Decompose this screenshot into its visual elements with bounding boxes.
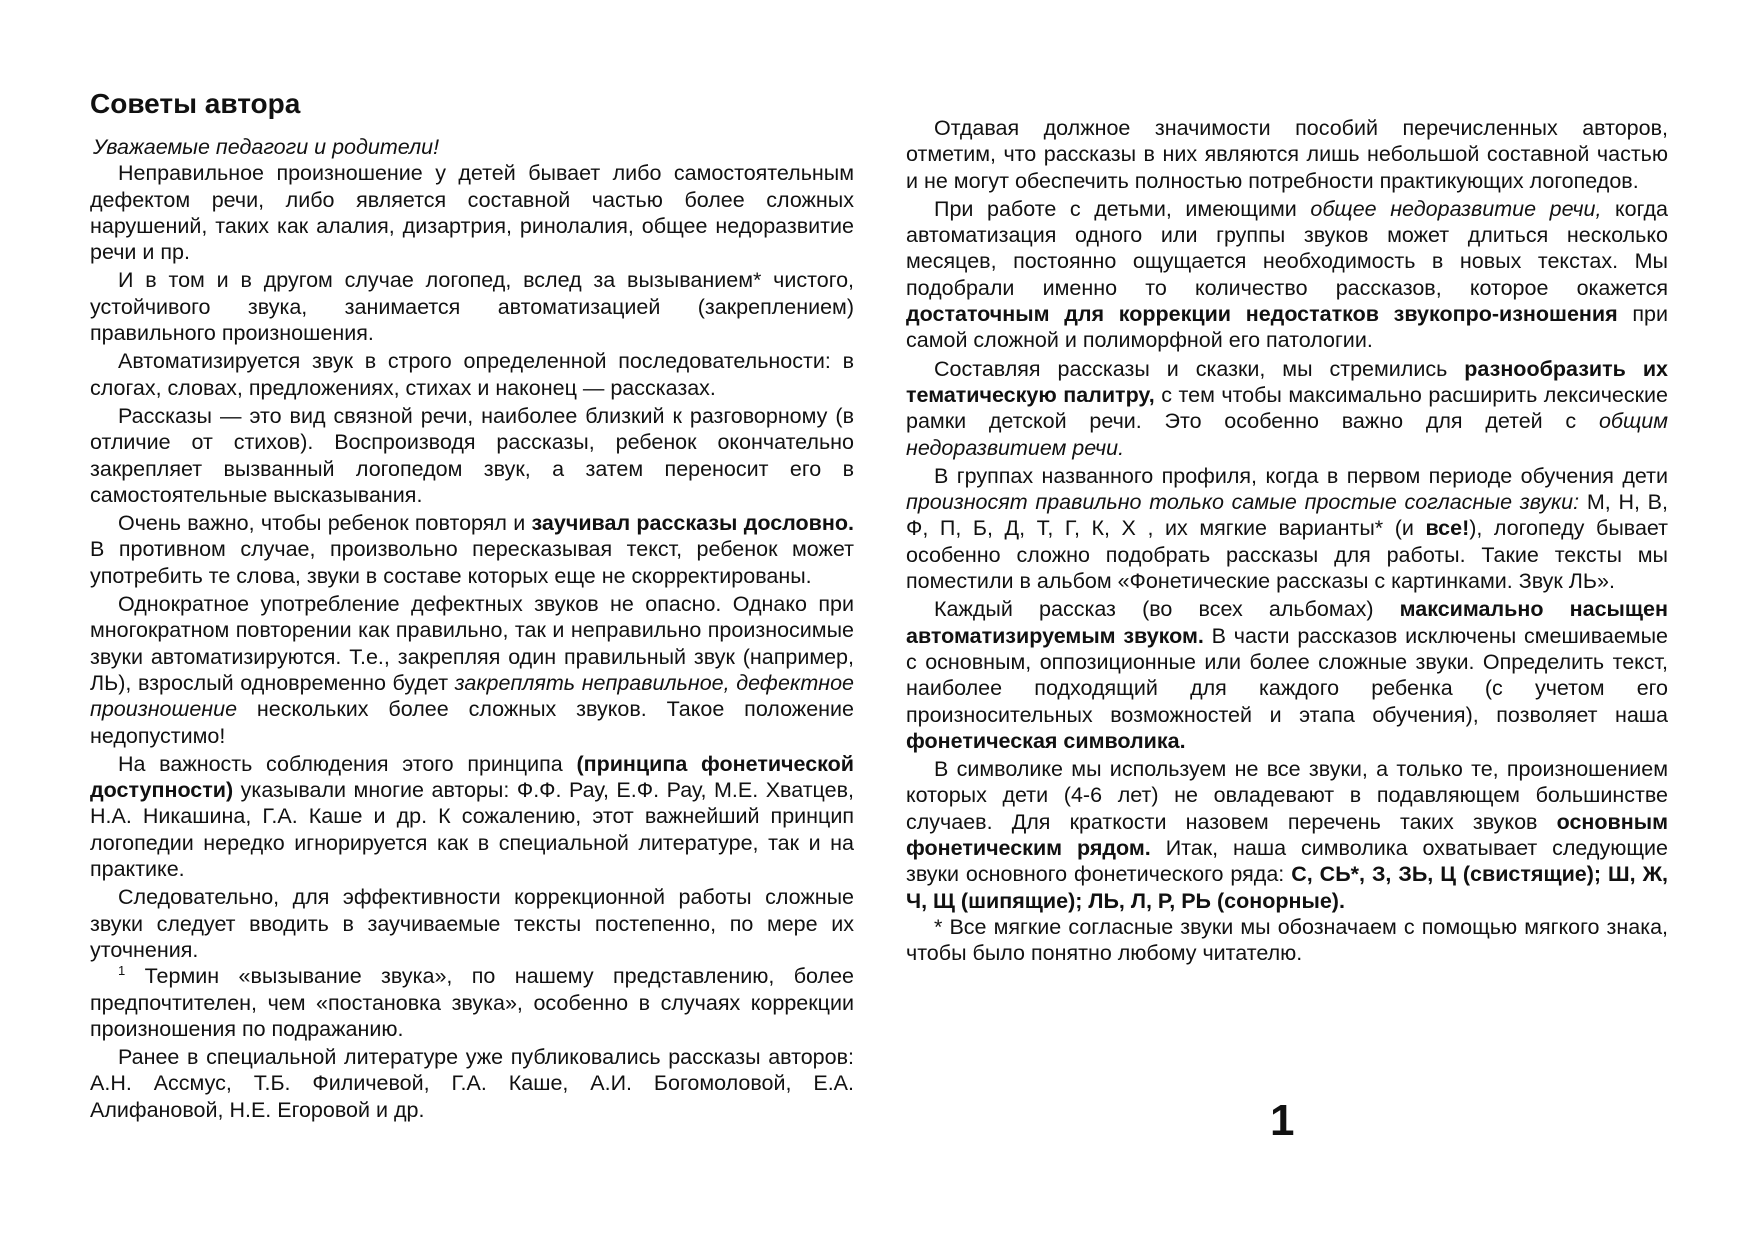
text: На важность соблюдения этого принципа [118, 751, 577, 776]
paragraph: Неправильное произношение у детей бывает либо самостоятельным дефектом речи, либо является составной частью более сложных нарушений, таких как алалия, дизартрия, ринолалия, общее недоразвитие речи и пр. [90, 161, 854, 265]
italic-text: закреплять неправильное, дефектное произношение [90, 670, 855, 722]
text: В противном случае, произвольно пересказывая текст, ребенок может употребить те слова, звуки в составе которых еще не скорректированы. [90, 537, 854, 588]
left-column [90, 134, 854, 1123]
bold-text: разнообразить их тематическую палитру, [906, 356, 1668, 407]
text: когда автоматизация одного или группы звуков может длиться несколько месяцев, постоянно ощущается необходимость в новых текстах. Мы подобрали именно то количество рассказов, которое окажется [906, 196, 1668, 300]
text: при самой сложной и полиморфной его патологии. [906, 302, 1668, 353]
bold-text: достаточным для коррекции недостатков звукопро-изношения [906, 302, 1618, 327]
text: Каждый рассказ (во всех альбомах) [934, 597, 1400, 622]
bold-text: максимально насыщен автоматизируемым звуком. [906, 597, 1668, 648]
bold-text: все! [1425, 516, 1470, 541]
page-title: Советы автора [90, 88, 301, 119]
right-column [906, 115, 1668, 967]
paragraph [90, 591, 854, 749]
text: Однократное употребление дефектных звуков не опасно. Однако при многократном повторении как правильно, так и неправильно произносимые звуки автоматизируются. Т.е., закрепляя один правильный звук (например, ЛЬ), взрослый одновременно будет [90, 592, 854, 695]
bold-text: (принципа фонетической доступности) [90, 751, 855, 803]
paragraph: Следовательно, для эффективности коррекционной работы сложные звуки следует вводить в заучиваемые тексты постепенно, по мере их уточнения. [90, 885, 854, 962]
footnote-mark: 1 [118, 963, 126, 979]
text: В части рассказов исключены смешиваемые с основным, оппозиционные или более сложные звуки. Определить текст, наиболее подходящий для каждого ребенка (с учетом его произносительных возможностей и этапа обучения), позволяет наша [906, 623, 1668, 727]
page-number: 1 [1270, 1096, 1295, 1145]
paragraph [906, 463, 1668, 594]
italic-text: произносят правильно только самые простые согласные звуки: [906, 490, 1580, 515]
paragraph [90, 751, 854, 882]
bold-text: основным фонетическим рядом. [906, 809, 1668, 861]
paragraph: Автоматизируется звук в строго определенной последовательности: в слогах, словах, предложениях, стихах и наконец — рассказах. [90, 349, 854, 400]
paragraph [906, 196, 1668, 354]
text: указывали многие авторы: Ф.Ф. Рау, Е.Ф. Рау, М.Е. Хватцев, Н.А. Никашина, Г.А. Каше и др. К сожалению, этот важнейший принцип логопедии нередко игнорируется как в специальной литературе, так и на практике. [90, 778, 854, 882]
footnote-text: Термин «вызывание звука», по нашему представлению, более предпочтителен, чем «постановка звука», особенно в случаях коррекции произношения по подражанию. [90, 964, 854, 1041]
text: В группах названного профиля, когда в первом периоде обучения дети [934, 463, 1668, 488]
paragraph [90, 510, 854, 589]
bold-text: С, СЬ*, З, ЗЬ, Ц (свистящие); Ш, Ж, Ч, Щ (шипящие); ЛЬ, Л, Р, РЬ (сонорные). [906, 862, 1668, 913]
text: М, Н, В, Ф, П, Б, Д, Т, Г, К, Х , их мягкие варианты* (и [906, 490, 1668, 541]
greeting: Уважаемые педагоги и родители! [93, 135, 440, 159]
text: нескольких более сложных звуков. Такое положение недопустимо! [90, 697, 854, 748]
footnote: * Все мягкие согласные звуки мы обозначаем с помощью мягкого знака, чтобы было понятно любому читателю. [906, 914, 1668, 966]
paragraph: Рассказы — это вид связной речи, наиболее близкий к разговорному (в отличие от стихов). Воспроизводя рассказы, ребенок окончательно закрепляет вызванный логопедом звук, а затем переносит его в самостоятельные высказывания. [90, 403, 854, 507]
paragraph [906, 356, 1668, 461]
text: При работе с детьми, имеющими [934, 196, 1311, 221]
paragraph [906, 756, 1668, 914]
paragraph: Ранее в специальной литературе уже публиковались рассказы авторов: А.Н. Ассмус, Т.Б. Филичевой, Г.А. Каше, А.И. Богомоловой, Е.А. Алифановой, Н.Е. Егоровой и др. [90, 1045, 854, 1122]
footnote [90, 963, 854, 1042]
text: Итак, наша символика охватывает следующие звуки основного фонетического ряда: [906, 836, 1668, 887]
italic-text: общее недоразвитие речи, [1310, 196, 1602, 221]
text: с тем чтобы максимально расширить лексические рамки детской речи. Это особенно важно для детей с [906, 382, 1668, 434]
italic-text: общим недоразвитием речи. [906, 409, 1668, 460]
bold-text: заучивал рассказы дословно. [531, 511, 854, 536]
paragraph: И в том и в другом случае логопед, вслед за вызыванием* чистого, устойчивого звука, занимается автоматизацией (закреплением) правильного произношения. [90, 268, 854, 346]
text: Очень важно, чтобы ребенок повторял и [118, 511, 532, 536]
text: ), логопеду бывает особенно сложно подобрать рассказы для работы. Такие тексты мы поместили в альбом «Фонетические рассказы с картинками. Звук ЛЬ». [906, 516, 1668, 594]
paragraph: Отдавая должное значимости пособий перечисленных авторов, отметим, что рассказы в них являются лишь небольшой составной частью и не могут обеспечить полностью потребности практикующих логопедов. [906, 116, 1668, 193]
text: В символике мы используем не все звуки, а только те, произношением которых дети (4-6 лет) не овладевают в подавляющем большинстве случаев. Для краткости назовем перечень таких звуков [906, 757, 1668, 834]
bold-text: фонетическая символика. [906, 728, 1186, 753]
text: Составляя рассказы и сказки, мы стремились [934, 356, 1465, 381]
paragraph [906, 596, 1668, 754]
